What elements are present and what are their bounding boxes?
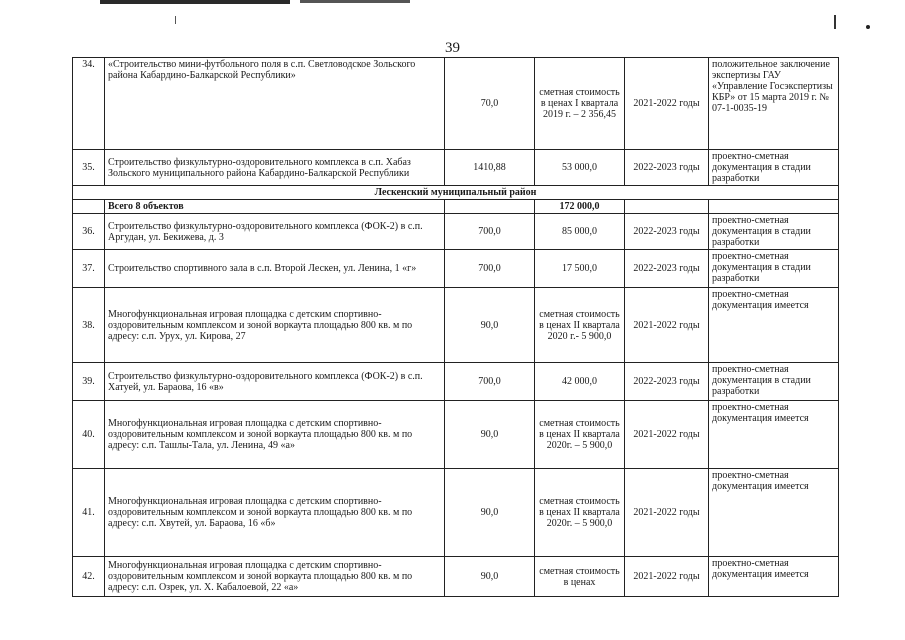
row-document: проектно-сметная документация имеется [709, 557, 839, 597]
objects-table [72, 57, 839, 597]
row-number: 41. [73, 469, 105, 557]
district-header-row [73, 186, 839, 200]
row-value-2: сметная стоимость в ценах II квартала 2020 г.- 5 900,0 [535, 288, 625, 363]
row-period: 2022-2023 годы [625, 250, 709, 288]
district-title: Лескенский муниципальный район [73, 186, 839, 200]
table-row [73, 150, 839, 186]
total-empty-cell [709, 200, 839, 214]
row-name: Строительство физкультурно-оздоровительного комплекса (ФОК-2) в с.п. Хатуей, ул. Бараова, 16 «в» [105, 363, 445, 401]
table-row [73, 557, 839, 597]
row-value-1: 700,0 [445, 214, 535, 250]
row-name: Многофункциональная игровая площадка с детским спортивно-оздоровительным комплексом и зоной воркаута площадью 800 кв. м по адресу: с.п. Озрек, ул. Х. Кабалоевой, 22 «а» [105, 557, 445, 597]
row-number: 37. [73, 250, 105, 288]
row-value-1: 90,0 [445, 401, 535, 469]
row-value-1: 90,0 [445, 557, 535, 597]
row-period: 2021-2022 годы [625, 288, 709, 363]
row-document: проектно-сметная документация в стадии разработки [709, 214, 839, 250]
table-row [73, 288, 839, 363]
row-number: 42. [73, 557, 105, 597]
row-number: 39. [73, 363, 105, 401]
row-name: Строительство физкультурно-оздоровительного комплекса в с.п. Хабаз Зольского муниципального района Кабардино-Балкарской Республики [105, 150, 445, 186]
row-number: 38. [73, 288, 105, 363]
total-label: Всего 8 объектов [105, 200, 445, 214]
table-row [73, 214, 839, 250]
row-document: проектно-сметная документация имеется [709, 288, 839, 363]
row-value-1: 90,0 [445, 469, 535, 557]
row-number: 34. [73, 58, 105, 150]
row-name: Многофункциональная игровая площадка с детским спортивно- оздоровительным комплексом и зоной воркаута площадью 800 кв. м по адресу: с.п. Урух, ул. Кирова, 27 [105, 288, 445, 363]
row-number: 36. [73, 214, 105, 250]
row-value-1: 1410,88 [445, 150, 535, 186]
row-name: Строительство спортивного зала в с.п. Второй Лескен, ул. Ленина, 1 «г» [105, 250, 445, 288]
row-period: 2021-2022 годы [625, 58, 709, 150]
row-value-1: 700,0 [445, 250, 535, 288]
scan-artifact-top-2 [300, 0, 410, 3]
row-value-1: 700,0 [445, 363, 535, 401]
row-value-2: 42 000,0 [535, 363, 625, 401]
row-document: проектно-сметная документация имеется [709, 469, 839, 557]
scan-artifact-top [100, 0, 290, 4]
row-number: 35. [73, 150, 105, 186]
row-value-2: сметная стоимость в ценах II квартала 2020г. – 5 900,0 [535, 401, 625, 469]
table-row [73, 250, 839, 288]
row-period: 2021-2022 годы [625, 469, 709, 557]
row-number: 40. [73, 401, 105, 469]
row-value-2: 53 000,0 [535, 150, 625, 186]
row-period: 2022-2023 годы [625, 214, 709, 250]
row-value-2: сметная стоимость в ценах [535, 557, 625, 597]
scan-mark-left [175, 16, 176, 24]
total-empty-cell [625, 200, 709, 214]
row-value-2: 85 000,0 [535, 214, 625, 250]
table-row [73, 363, 839, 401]
row-value-2: 17 500,0 [535, 250, 625, 288]
row-value-2: сметная стоимость в ценах II квартала 2020г. – 5 900,0 [535, 469, 625, 557]
table-row [73, 58, 839, 150]
row-period: 2021-2022 годы [625, 557, 709, 597]
total-empty-cell [73, 200, 105, 214]
row-name: Многофункциональная игровая площадка с детским спортивно-оздоровительным комплексом и зоной воркаута площадью 800 кв. м по адресу: с.п. Ташлы-Тала, ул. Ленина, 49 «а» [105, 401, 445, 469]
scan-dot-right [866, 25, 870, 29]
scan-mark-right [834, 15, 836, 29]
row-value-1: 90,0 [445, 288, 535, 363]
table-row [73, 401, 839, 469]
total-value: 172 000,0 [535, 200, 625, 214]
page-number: 39 [445, 40, 460, 56]
table-row [73, 469, 839, 557]
row-period: 2022-2023 годы [625, 150, 709, 186]
row-document: положительное заключение экспертизы ГАУ «Управление Госэкспертизы КБР» от 15 марта 2019 г. № 07-1-0035-19 [709, 58, 839, 150]
row-period: 2022-2023 годы [625, 363, 709, 401]
row-name: Строительство физкультурно-оздоровительного комплекса (ФОК-2) в с.п. Аргудан, ул. Бекижева, д. 3 [105, 214, 445, 250]
row-document: проектно-сметная документация в стадии разработки [709, 250, 839, 288]
row-value-1: 70,0 [445, 58, 535, 150]
district-total-row [73, 200, 839, 214]
row-document: проектно-сметная документация в стадии разработки [709, 363, 839, 401]
row-document: проектно-сметная документация имеется [709, 401, 839, 469]
row-period: 2021-2022 годы [625, 401, 709, 469]
row-name: «Строительство мини-футбольного поля в с.п. Светловодское Зольского района Кабардино-Балкарской Республики» [105, 58, 445, 150]
total-empty-cell [445, 200, 535, 214]
row-name: Многофункциональная игровая площадка с детским спортивно-оздоровительным комплексом и зоной воркаута площадью 800 кв. м по адресу: с.п. Хвутей, ул. Бараова, 16 «б» [105, 469, 445, 557]
row-value-2: сметная стоимость в ценах I квартала 2019 г. – 2 356,45 [535, 58, 625, 150]
row-document: проектно-сметная документация в стадии разработки [709, 150, 839, 186]
